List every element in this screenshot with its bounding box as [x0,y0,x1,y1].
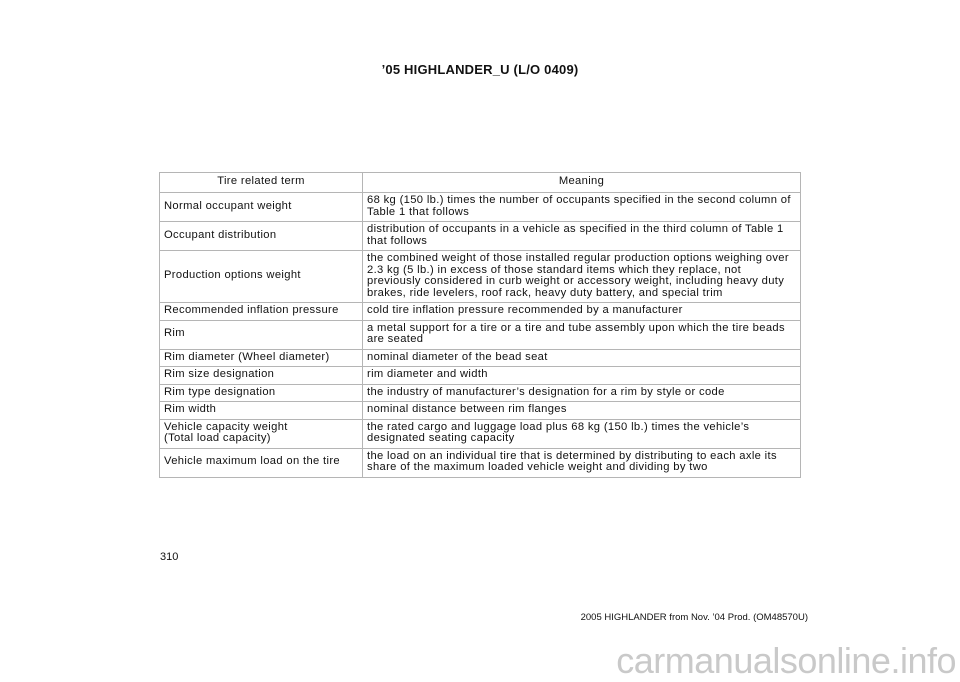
table-row [160,384,801,402]
meaning-cell: the load on an individual tire that is determined by distributing to each axle its share of the maximum loaded vehicle weight and dividing by two [363,448,801,477]
table-row [160,251,801,303]
meaning-cell: the combined weight of those installed regular production options weighing over 2.3 kg (5 lb.) in excess of those standard items which they replace, not previously considered in curb weight or accessory weight, including heavy duty brakes, ride levelers, roof rack, heavy duty battery, and special trim [363,251,801,303]
term-cell: Rim size designation [160,367,363,385]
table-row [160,320,801,349]
table-row [160,222,801,251]
term-cell: Rim width [160,402,363,420]
table-row [160,303,801,321]
meaning-cell: nominal distance between rim flanges [363,402,801,420]
term-cell: Vehicle maximum load on the tire [160,448,363,477]
term-cell: Occupant distribution [160,222,363,251]
meaning-cell: cold tire inflation pressure recommended by a manufacturer [363,303,801,321]
table-row [160,193,801,222]
meaning-cell: a metal support for a tire or a tire and tube assembly upon which the tire beads are seated [363,320,801,349]
table-row [160,402,801,420]
term-cell: Rim diameter (Wheel diameter) [160,349,363,367]
term-cell: Rim [160,320,363,349]
term-cell: Normal occupant weight [160,193,363,222]
meaning-cell: distribution of occupants in a vehicle as specified in the third column of Table 1 that follows [363,222,801,251]
watermark: carmanualsonline.info [616,640,956,681]
column-header-meaning: Meaning [363,173,801,193]
document-footer: 2005 HIGHLANDER from Nov. ’04 Prod. (OM48570U) [580,612,808,623]
meaning-cell: rim diameter and width [363,367,801,385]
table-row [160,349,801,367]
table-header-row [160,173,801,193]
meaning-cell: the industry of manufacturer’s designation for a rim by style or code [363,384,801,402]
term-cell: Rim type designation [160,384,363,402]
table-row [160,448,801,477]
table-row [160,367,801,385]
term-cell: Recommended inflation pressure [160,303,363,321]
tire-terms-table [159,172,801,478]
page-number: 310 [160,551,179,563]
term-cell: Vehicle capacity weight (Total load capacity) [160,419,363,448]
document-header: ’05 HIGHLANDER_U (L/O 0409) [381,62,579,77]
term-cell: Production options weight [160,251,363,303]
meaning-cell: the rated cargo and luggage load plus 68 kg (150 lb.) times the vehicle’s designated seating capacity [363,419,801,448]
table-row [160,419,801,448]
meaning-cell: nominal diameter of the bead seat [363,349,801,367]
column-header-term: Tire related term [160,173,363,193]
meaning-cell: 68 kg (150 lb.) times the number of occupants specified in the second column of Table 1 that follows [363,193,801,222]
